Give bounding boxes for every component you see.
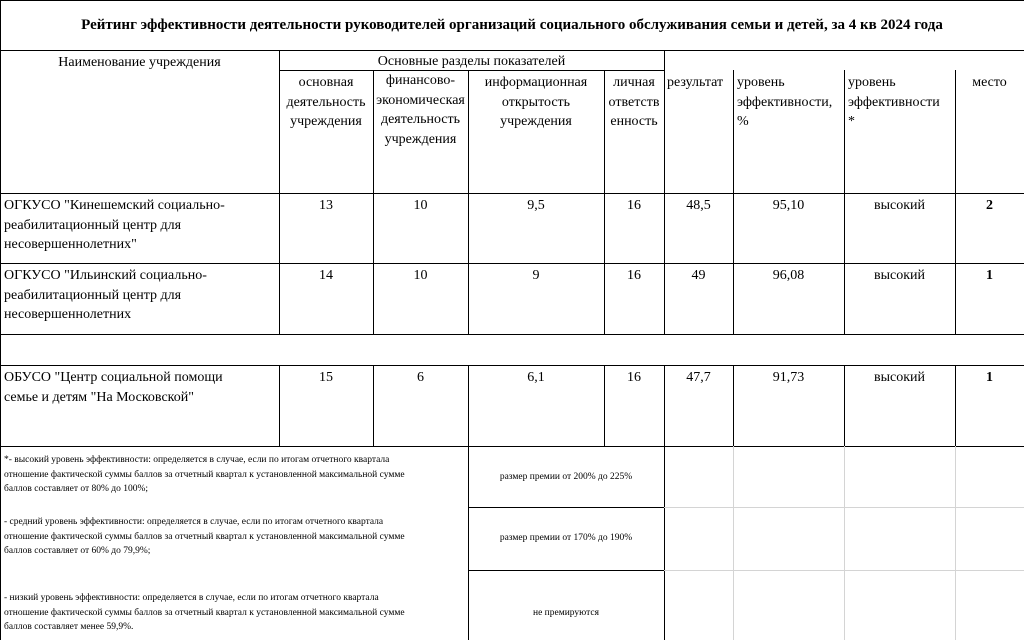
row-3-eff-pct: 91,73	[772, 370, 805, 385]
row-2-name: ОГКУСО "Ильинский социально- реабилитационный центр для несовершеннолетних	[4, 268, 207, 322]
row-2-info: 9	[532, 268, 540, 283]
header-col-eff-level: уровень эффективности *	[848, 75, 940, 129]
row-1-eff-level: высокий	[873, 198, 926, 213]
row-1-eff-pct: 95,10	[772, 198, 805, 213]
row-2-place: 1	[986, 268, 993, 283]
row-1-personal: 16	[627, 198, 641, 213]
header-col-personal: личная ответств енность	[608, 75, 660, 129]
row-2-result: 49	[691, 268, 706, 283]
row-3-place: 1	[986, 370, 993, 385]
bonus-low: не премируются	[532, 608, 600, 618]
header-col-finance: финансово- экономическая деятельность учреждения	[376, 73, 465, 147]
row-1-main: 13	[319, 198, 333, 213]
header-institution: Наименование учреждения	[58, 55, 221, 70]
row-1-finance: 10	[413, 198, 428, 213]
header-col-main: основная деятельность учреждения	[286, 75, 366, 129]
row-3-main: 15	[319, 370, 333, 385]
bonus-high: размер премии от 200% до 225%	[499, 472, 633, 482]
header-sections: Основные разделы показателей	[377, 54, 566, 69]
header-col-place: место	[972, 75, 1007, 90]
row-3-name: ОБУСО "Центр социальной помощи семье и детям "На Московской"	[4, 370, 223, 405]
bonus-medium: размер премии от 170% до 190%	[499, 533, 633, 543]
row-1-name: ОГКУСО "Кинешемский социально- реабилитационный центр для несовершеннолетних"	[4, 198, 225, 252]
row-3-info: 6,1	[527, 370, 545, 385]
row-2-finance: 10	[413, 268, 428, 283]
row-3-personal: 16	[627, 370, 641, 385]
row-1-info: 9,5	[527, 198, 545, 213]
header-col-eff-pct: уровень эффективности, %	[737, 75, 833, 129]
row-3-eff-level: высокий	[873, 370, 926, 385]
header-col-info: информационная открытость учреждения	[484, 75, 588, 129]
row-2-eff-pct: 96,08	[772, 268, 805, 283]
row-3-result: 47,7	[686, 370, 711, 385]
footnote-low: - низкий уровень эффективности: определяется в случае, если по итогам отчетного квартала отношение фактической суммы баллов за отчетный квартал к установленной максимальной сумме баллов составляет менее 59,9%.	[4, 593, 405, 632]
row-1-result: 48,5	[686, 198, 711, 213]
footnote-medium: - средний уровень эффективности: определяется в случае, если по итогам отчетного квартала отношение фактической суммы баллов за отчетный квартал к установленной максимальной сумме баллов составляет от 60% до 79,9%;	[4, 517, 405, 556]
row-2-main: 14	[319, 268, 333, 283]
row-2-personal: 16	[627, 268, 641, 283]
footnote-high: *- высокий уровень эффективности: определяется в случае, если по итогам отчетного квартала отношение фактической суммы баллов за отчетный квартал к установленной максимальной сумме баллов составляет от 80% до 100%;	[4, 455, 405, 494]
row-3-finance: 6	[417, 370, 424, 385]
header-col-result: результат	[667, 75, 724, 90]
row-1-place: 2	[986, 198, 993, 213]
row-2-eff-level: высокий	[873, 268, 926, 283]
page-title: Рейтинг эффективности деятельности руководителей организаций социального обслуживания семьи и детей, за 4 кв 2024 года	[81, 17, 943, 33]
